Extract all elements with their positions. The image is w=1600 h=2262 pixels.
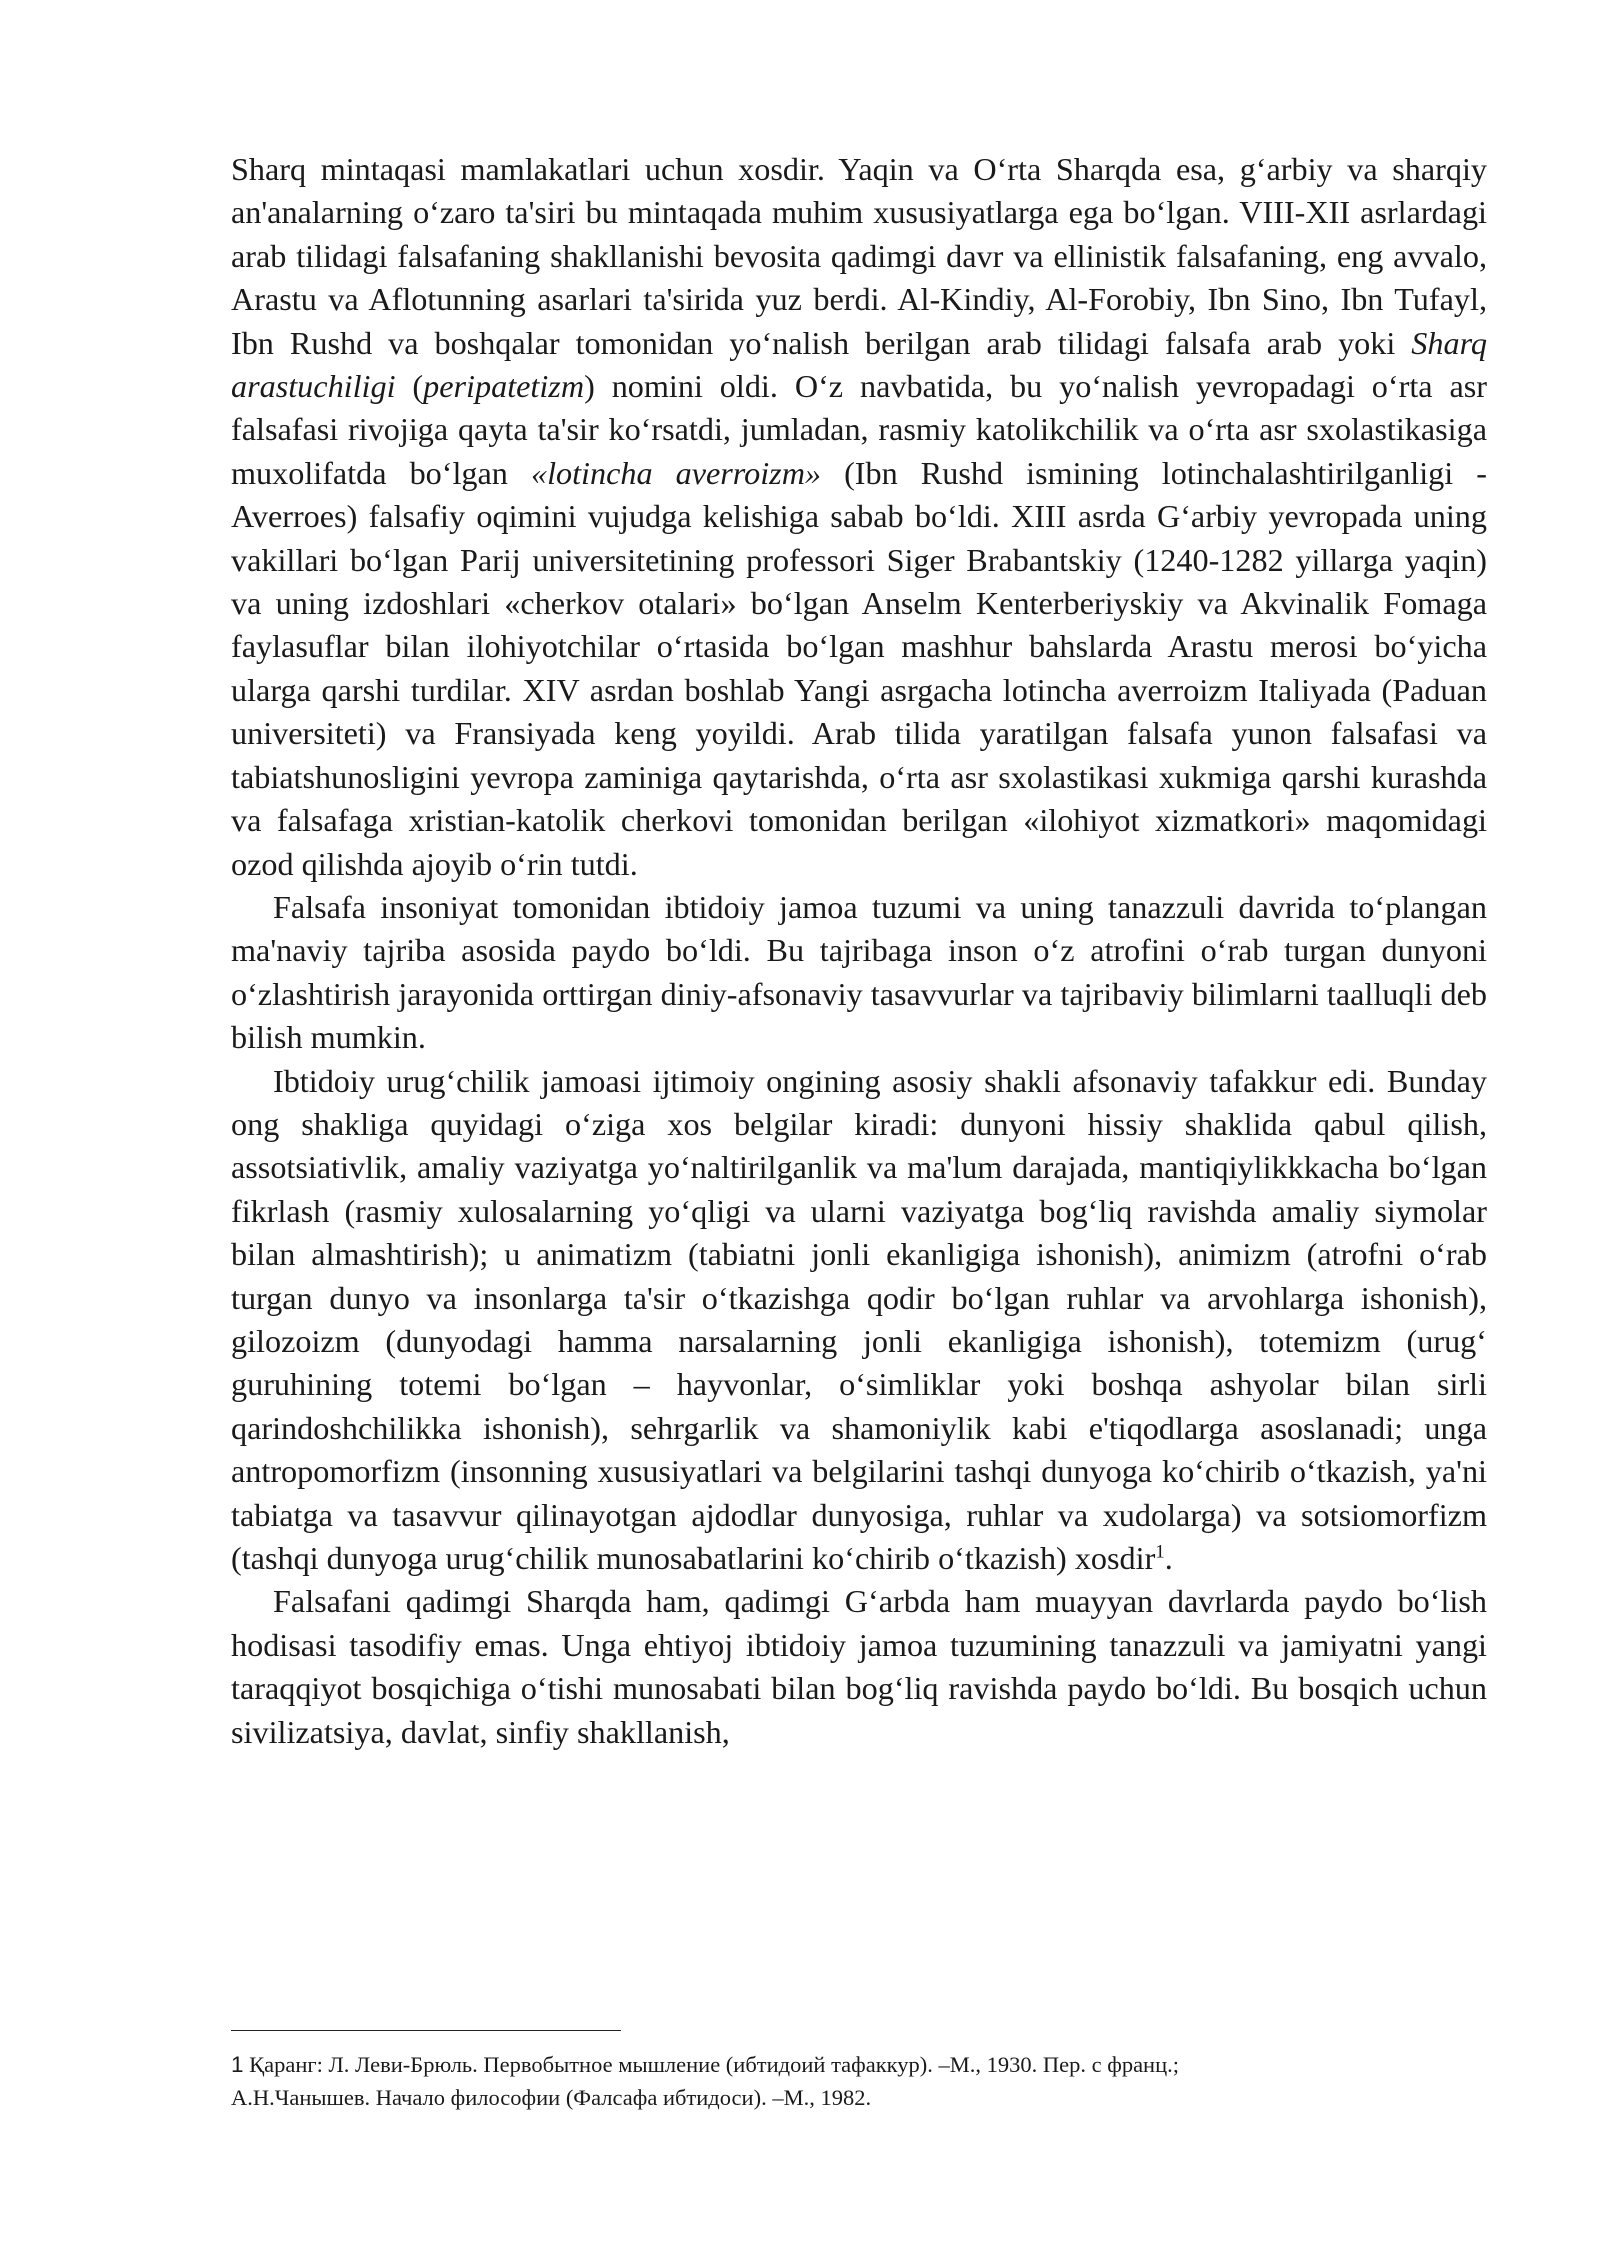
- paragraph-1-italic-2: peripatetizm: [423, 368, 585, 405]
- footnote-line-1: [231, 2048, 1487, 2081]
- footnote-number: 1: [231, 2052, 244, 2077]
- footnote-text-1: Қаранг: Л. Леви-Брюль. Первобытное мышление (ибтидоий тафаккур). –М., 1930. Пер. с франц.;: [243, 2052, 1180, 2077]
- paragraph-3-end: .: [1164, 1540, 1173, 1576]
- paragraph-1-part-4: (Ibn Rushd ismining lotinchalashtirilganligi - Averroes) falsafiy oqimini vujudga kelishiga sabab bo‘ldi. XIII asrda G‘arbiy yevropada uning vakillari bo‘lgan Parij universitetining professori Siger Brabantskiy (1240-1282 yillarga yaqin) va uning izdoshlari «cherkov otalari» bo‘lgan Anselm Kenterberiyskiy va Akvinalik Fomaga faylasuflar bilan ilohiyotchilar o‘rtasida bo‘lgan mashhur bahslarda Arastu merosi bo‘yicha ularga qarshi turdilar. XIV asrdan boshlab Yangi asrgacha lotincha averroizm Italiyada (Paduan universiteti) va Fransiyada keng yoyildi. Arab tilida yaratilgan falsafa yunon falsafasi va tabiatshunosligini yevropa zaminiga qaytarishda, o‘rta asr sxolastikasi xukmiga qarshi kurashda va falsafaga xristian-katolik cherkovi tomonidan berilgan «ilohiyot xizmatkori» maqomidagi ozod qilishda ajoyib o‘rin tutdi.: [231, 454, 1487, 882]
- page-body: [231, 148, 1487, 1754]
- paragraph-1: [231, 148, 1487, 886]
- paragraph-2: Falsafa insoniyat tomonidan ibtidoiy jamoa tuzumi va uning tanazzuli davrida to‘plangan ma'naviy tajriba asosida paydo bo‘ldi. Bu tajribaga inson o‘z atrofini o‘rab turgan dunyoni o‘zlashtirish jarayonida orttirgan diniy-afsonaviy tasavvurlar va tajribaviy bilimlarni taalluqli deb bilish mumkin.: [231, 888, 1487, 1056]
- paragraph-3: [231, 1060, 1487, 1581]
- footnote-line-2: А.Н.Чанышев. Начало философии (Фалсафа ибтидоси). –М., 1982.: [231, 2085, 872, 2110]
- paragraph-1-italic-1: Sharq arastuchiligi: [231, 324, 1487, 405]
- paragraph-1-italic-3: «lotincha averroizm»: [530, 454, 822, 491]
- paragraph-1-part-3: ) nomini oldi. O‘z navbatida, bu yo‘nalish yevropadagi o‘rta asr falsafasi rivojiga qayta ta'sir ko‘rsatdi, jumladan, rasmiy katolikchilik va o‘rta asr sxolastikasiga muxolifatda bo‘lgan: [231, 368, 1488, 491]
- paragraph-1-part-1: Sharq mintaqasi mamlakatlari uchun xosdir. Yaqin va O‘rta Sharqda esa, g‘arbiy va sharqiy an'analarning o‘zaro ta'siri bu mintaqada muhim xususiyatlarga ega bo‘lgan. VIII-XII asrlardagi arab tilidagi falsafaning shakllanishi bevosita qadimgi davr va ellinistik falsafaning, eng avvalo, Arastu va Aflotunning asarlari ta'sirida yuz berdi. Al-Kindiy, Al-Forobiy, Ibn Sino, Ibn Tufayl, Ibn Rushd va boshqalar tomonidan yo‘nalish berilgan arab tilidagi falsafa arab yoki: [231, 151, 1487, 361]
- footnote-separator: [231, 2030, 621, 2031]
- paragraph-1-part-2: (: [395, 368, 424, 405]
- paragraph-4: Falsafani qadimgi Sharqda ham, qadimgi G‘arbda ham muayyan davrlarda paydo bo‘lish hodisasi tasodifiy emas. Unga ehtiyoj ibtidoiy jamoa tuzumining tanazzuli va jamiyatni yangi taraqqiyot bosqichiga o‘tishi munosabati bilan bog‘liq ravishda paydo bo‘ldi. Bu bosqich uchun sivilizatsiya, davlat, sinfiy shakllanish,: [231, 1583, 1487, 1750]
- footnote-reference[interactable]: 1: [1155, 1541, 1165, 1563]
- paragraph-3-text: Ibtidoiy urug‘chilik jamoasi ijtimoiy ongining asosiy shakli afsonaviy tafakkur edi. Bunday ong shakliga quyidagi o‘ziga xos belgilar kiradi: dunyoni hissiy shaklida qabul qilish, assotsiativlik, amaliy vaziyatga yo‘naltirilganlik va ma'lum darajada, mantiqiylikkkacha bo‘lgan fikrlash (rasmiy xulosalarning yo‘qligi va ularni vaziyatga bog‘liq ravishda amaliy siymolar bilan almashtirish); u animatizm (tabiatni jonli ekanligiga ishonish), animizm (atrofni o‘rab turgan dunyo va insonlarga ta'sir o‘tkazishga qodir bo‘lgan ruhlar va arvohlarga ishonish), gilozoizm (dunyodagi hamma narsalarning jonli ekanligiga ishonish), totemizm (urug‘ guruhining totemi bo‘lgan – hayvonlar, o‘simliklar yoki boshqa ashyolar bilan sirli qarindoshchilikka ishonish), sehrgarlik va shamoniylik kabi e'tiqodlarga asoslanadi; unga antropomorfizm (insonning xususiyatlari va belgilarini tashqi dunyoga ko‘chirib o‘tkazish, ya'ni tabiatga va tasavvur qilinayotgan ajdodlar dunyosiga, ruhlar va xudolarga) va sotsiomorfizm (tashqi dunyoga urug‘chilik munosabatlarini ko‘chirib o‘tkazish) xosdir: [231, 1062, 1487, 1576]
- footnotes: [231, 2048, 1487, 2114]
